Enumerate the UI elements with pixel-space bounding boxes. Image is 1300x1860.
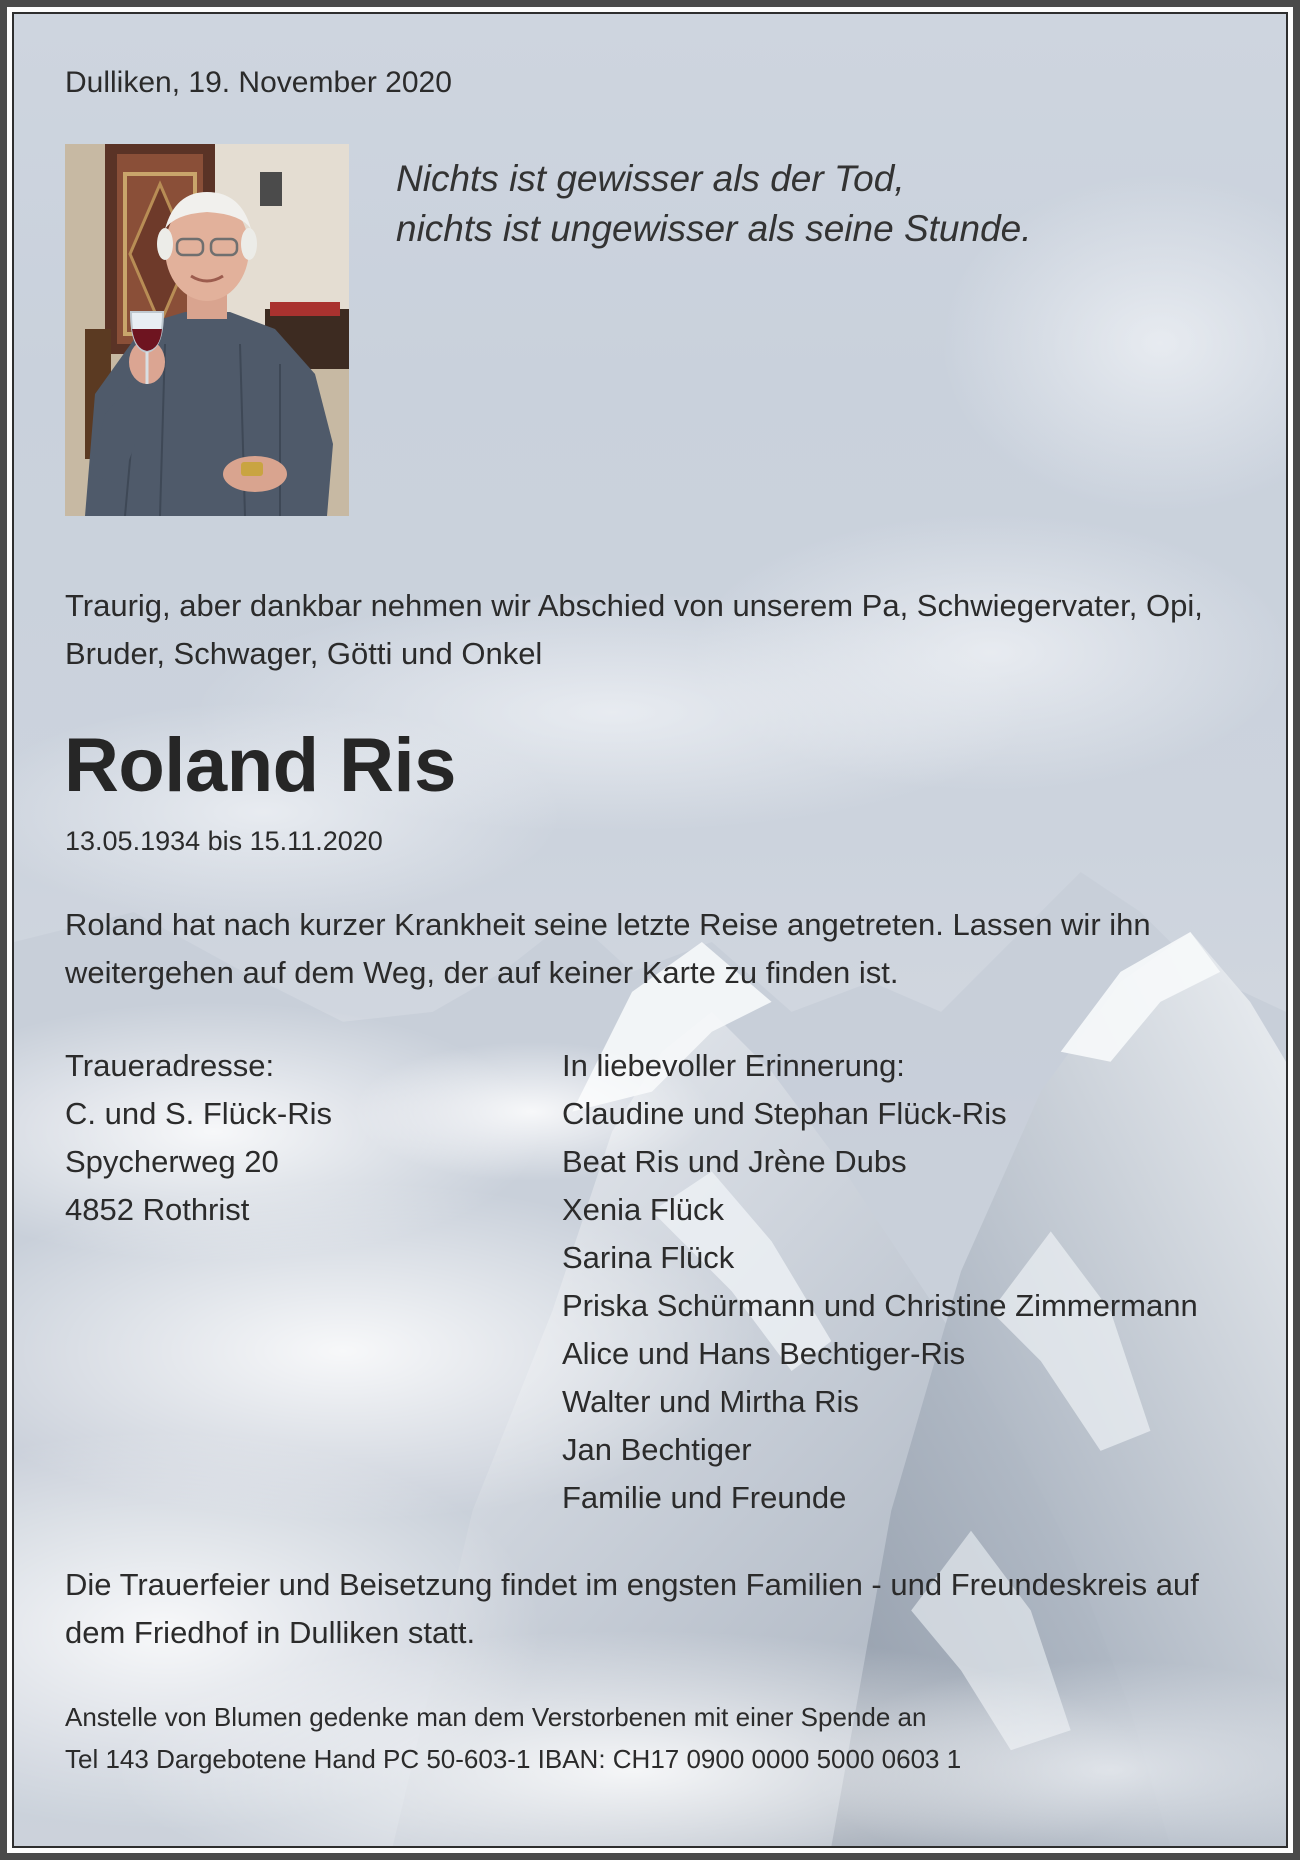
mourner-name: Familie und Freunde bbox=[562, 1480, 847, 1515]
mourner-name: Xenia Flück bbox=[562, 1192, 724, 1227]
portrait-illustration bbox=[65, 144, 349, 516]
quote-line-1: Nichts ist gewisser als der Tod, bbox=[396, 158, 905, 199]
mourners-heading: In liebevoller Erinnerung: bbox=[562, 1048, 905, 1083]
mourning-address bbox=[65, 1042, 332, 1234]
mourner-name: Alice und Hans Bechtiger-Ris bbox=[562, 1336, 966, 1371]
donation-line-1: Anstelle von Blumen gedenke man dem Verstorbenen mit einer Spende an bbox=[65, 1702, 927, 1732]
mourners-list bbox=[562, 1042, 1198, 1522]
address-heading: Traueradresse: bbox=[65, 1048, 275, 1083]
donation-line-2: Tel 143 Dargebotene Hand PC 50-603-1 IBAN: CH17 0900 0000 5000 0603 1 bbox=[65, 1744, 962, 1774]
mourner-name: Jan Bechtiger bbox=[562, 1432, 752, 1467]
deceased-name: Roland Ris bbox=[64, 723, 456, 808]
donation-note bbox=[65, 1696, 1255, 1780]
notice-card bbox=[12, 12, 1288, 1848]
mourner-name: Claudine und Stephan Flück-Ris bbox=[562, 1096, 1007, 1131]
quote bbox=[396, 154, 1032, 254]
intro-text: Traurig, aber dankbar nehmen wir Abschied von unserem Pa, Schwiegervater, Opi, Bruder, Schwager, Götti und Onkel bbox=[65, 588, 1203, 671]
mourner-name: Priska Schürmann und Christine Zimmermann bbox=[562, 1288, 1198, 1323]
life-dates: 13.05.1934 bis 15.11.2020 bbox=[65, 826, 383, 856]
address-line: Spycherweg 20 bbox=[65, 1144, 279, 1179]
mourner-name: Walter und Mirtha Ris bbox=[562, 1384, 859, 1419]
mourner-name: Sarina Flück bbox=[562, 1240, 735, 1275]
dateline: Dulliken, 19. November 2020 bbox=[65, 66, 452, 99]
address-line: C. und S. Flück-Ris bbox=[65, 1096, 333, 1131]
quote-line-2: nichts ist ungewisser als seine Stunde. bbox=[396, 208, 1032, 249]
farewell-message: Roland hat nach kurzer Krankheit seine letzte Reise angetreten. Lassen wir ihn weitergehen auf dem Weg, der auf keiner Karte zu finden ist. bbox=[65, 907, 1151, 990]
ceremony-text: Die Trauerfeier und Beisetzung findet im engsten Familien - und Freundeskreis auf dem Friedhof in Dulliken statt. bbox=[65, 1567, 1199, 1650]
mourner-name: Beat Ris und Jrène Dubs bbox=[562, 1144, 907, 1179]
portrait-photo bbox=[65, 144, 349, 516]
address-line: 4852 Rothrist bbox=[65, 1192, 250, 1227]
